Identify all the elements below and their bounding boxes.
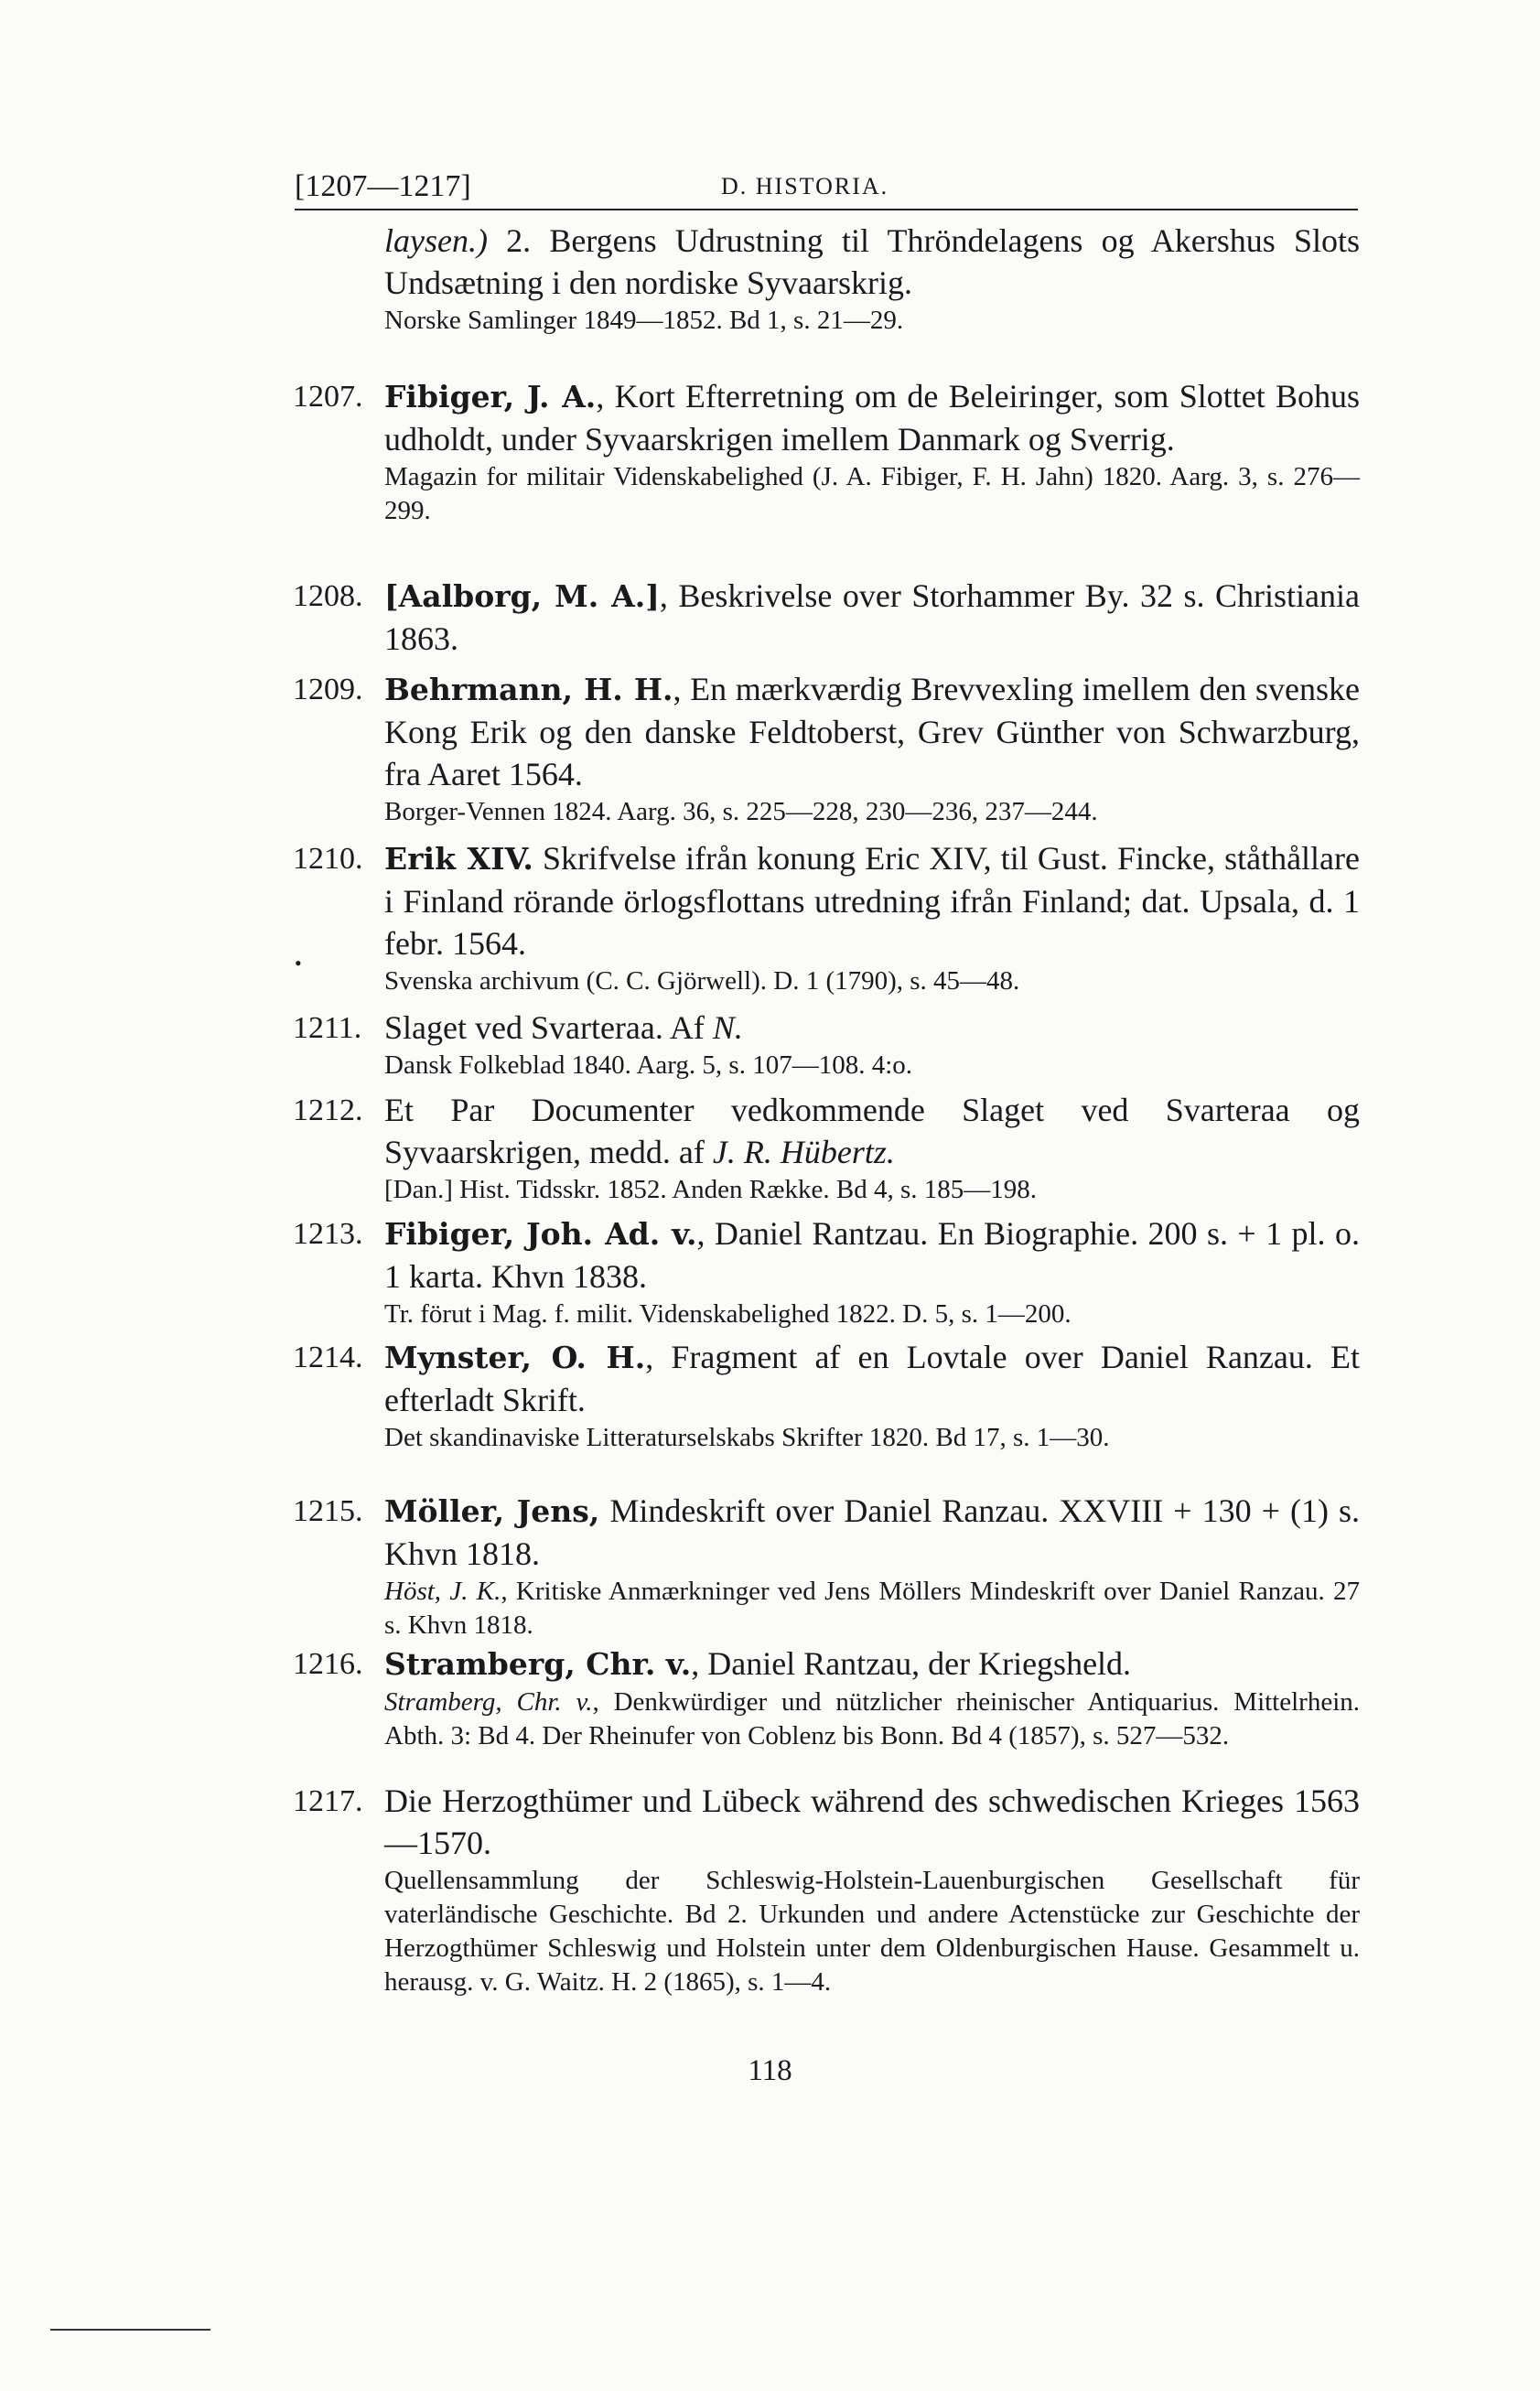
entry-1216 — [293, 1642, 1360, 1753]
entry-title: Stramberg, Chr. v., Daniel Rantzau, der Kriegsheld. — [384, 1645, 1132, 1682]
entry-continuation — [384, 220, 1360, 338]
entry-1214 — [293, 1336, 1360, 1455]
margin-bullet: • — [295, 952, 302, 975]
entry-1209 — [293, 668, 1360, 829]
entry-note: Quellensammlung der Schleswig-Holstein-Lauenburgischen Gesellschaft für vaterländische Geschichte. Bd 2. Urkunden und andere Actenstücke zur Geschichte der Herzogthümer Schleswig und Holstein unter dem Oldenburgischen Hause. Gesammelt u. herausg. v. G. Waitz. H. 2 (1865), s. 1—4. — [384, 1866, 1360, 1997]
entry-note: Borger-Vennen 1824. Aarg. 36, s. 225—228, 230—236, 237—244. — [384, 797, 1098, 826]
entry-note: [Dan.] Hist. Tidsskr. 1852. Anden Række. Bd 4, s. 185—198. — [384, 1175, 1037, 1204]
entry-title: Mynster, O. H., Fragment af en Lovtale over Daniel Ranzau. Et efterladt Skrift. — [384, 1339, 1360, 1418]
entry-1211 — [293, 1007, 1360, 1082]
entry-1210 — [293, 837, 1360, 998]
entry-number: 1207. — [293, 380, 363, 414]
entry-note: Höst, J. K., Kritiske Anmærkninger ved Jens Möllers Mindeskrift over Daniel Ranzau. 27 s. Khvn 1818. — [384, 1577, 1360, 1640]
entry-note: Norske Samlinger 1849—1852. Bd 1, s. 21—29. — [384, 306, 904, 335]
entry-number: 1217. — [293, 1784, 363, 1818]
entry-title: Behrmann, H. H., En mærkværdig Brevvexling imellem den svenske Kong Erik og den danske Feldtoberst, Grev Günther von Schwarzburg, fra Aaret 1564. — [384, 671, 1360, 792]
entry-1208 — [293, 575, 1360, 660]
entry-title: Die Herzogthümer und Lübeck während des schwedischen Krieges 1563—1570. — [384, 1782, 1360, 1861]
entry-title: [Aalborg, M. A.], Beskrivelse over Storhammer By. 32 s. Christiania 1863. — [384, 577, 1360, 657]
page-number: 118 — [748, 2054, 792, 2087]
entry-range: [1207—1217] — [295, 169, 471, 203]
entry-title: Et Par Documenter vedkommende Slaget ved Svarteraa og Syvaarskrigen, medd. af J. R. Hübertz. — [384, 1092, 1360, 1170]
entry-note: Tr. förut i Mag. f. milit. Videnskabelighed 1822. D. 5, s. 1—200. — [384, 1299, 1072, 1329]
entry-number: 1213. — [293, 1217, 363, 1251]
corner-rule — [50, 2329, 210, 2331]
header-rule — [295, 209, 1358, 210]
entry-note: Magazin for militair Videnskabelighed (J. A. Fibiger, F. H. Jahn) 1820. Aarg. 3, s. 276—299. — [384, 462, 1360, 525]
entry-note: Det skandinaviske Litteraturselskabs Skrifter 1820. Bd 17, s. 1—30. — [384, 1423, 1110, 1452]
entry-title: laysen.) 2. Bergens Udrustning til Thröndelagens og Akershus Slots Undsætning i den nordiske Syvaarskrig. — [384, 222, 1360, 301]
entry-number: 1215. — [293, 1494, 363, 1528]
entry-number: 1208. — [293, 579, 363, 613]
entry-number: 1212. — [293, 1093, 363, 1127]
entry-1212 — [293, 1089, 1360, 1207]
entry-note: Stramberg, Chr. v., Denkwürdiger und nützlicher rheinischer Antiquarius. Mittelrhein. Abth. 3: Bd 4. Der Rheinufer von Coblenz bis Bonn. Bd 4 (1857), s. 527—532. — [384, 1687, 1360, 1750]
section-title: D. HISTORIA. — [721, 173, 889, 199]
entry-title: Slaget ved Svarteraa. Af N. — [384, 1009, 743, 1046]
entry-1207 — [293, 375, 1361, 528]
entry-number: 1216. — [293, 1647, 363, 1681]
entry-number: 1214. — [293, 1341, 363, 1374]
entry-1217 — [293, 1780, 1360, 1999]
entry-number: 1210. — [293, 842, 363, 876]
entry-title: Fibiger, Joh. Ad. v., Daniel Rantzau. En Biographie. 200 s. + 1 pl. o. 1 karta. Khvn 1838. — [384, 1215, 1360, 1295]
entry-number: 1209. — [293, 673, 363, 706]
entry-number: 1211. — [293, 1011, 362, 1045]
entry-title: Möller, Jens, Mindeskrift over Daniel Ranzau. XXVIII + 130 + (1) s. Khvn 1818. — [384, 1492, 1360, 1572]
entry-1215 — [293, 1490, 1360, 1642]
entry-title: Fibiger, J. A., Kort Efterretning om de Beleiringer, som Slottet Bohus udholdt, under Syvaarskrigen imellem Danmark og Sverrig. — [384, 378, 1361, 458]
entry-note: Svenska archivum (C. C. Gjörwell). D. 1 (1790), s. 45—48. — [384, 966, 1020, 996]
running-header — [295, 169, 1358, 204]
entry-1213 — [293, 1212, 1360, 1331]
entry-note: Dansk Folkeblad 1840. Aarg. 5, s. 107—108. 4:o. — [384, 1050, 913, 1080]
entry-title: Erik XIV. Skrifvelse ifrån konung Eric XIV, til Gust. Fincke, ståthållare i Finland rörande örlogsflottans utredning ifrån Finland; dat. Upsala, d. 1 febr. 1564. — [384, 840, 1360, 962]
